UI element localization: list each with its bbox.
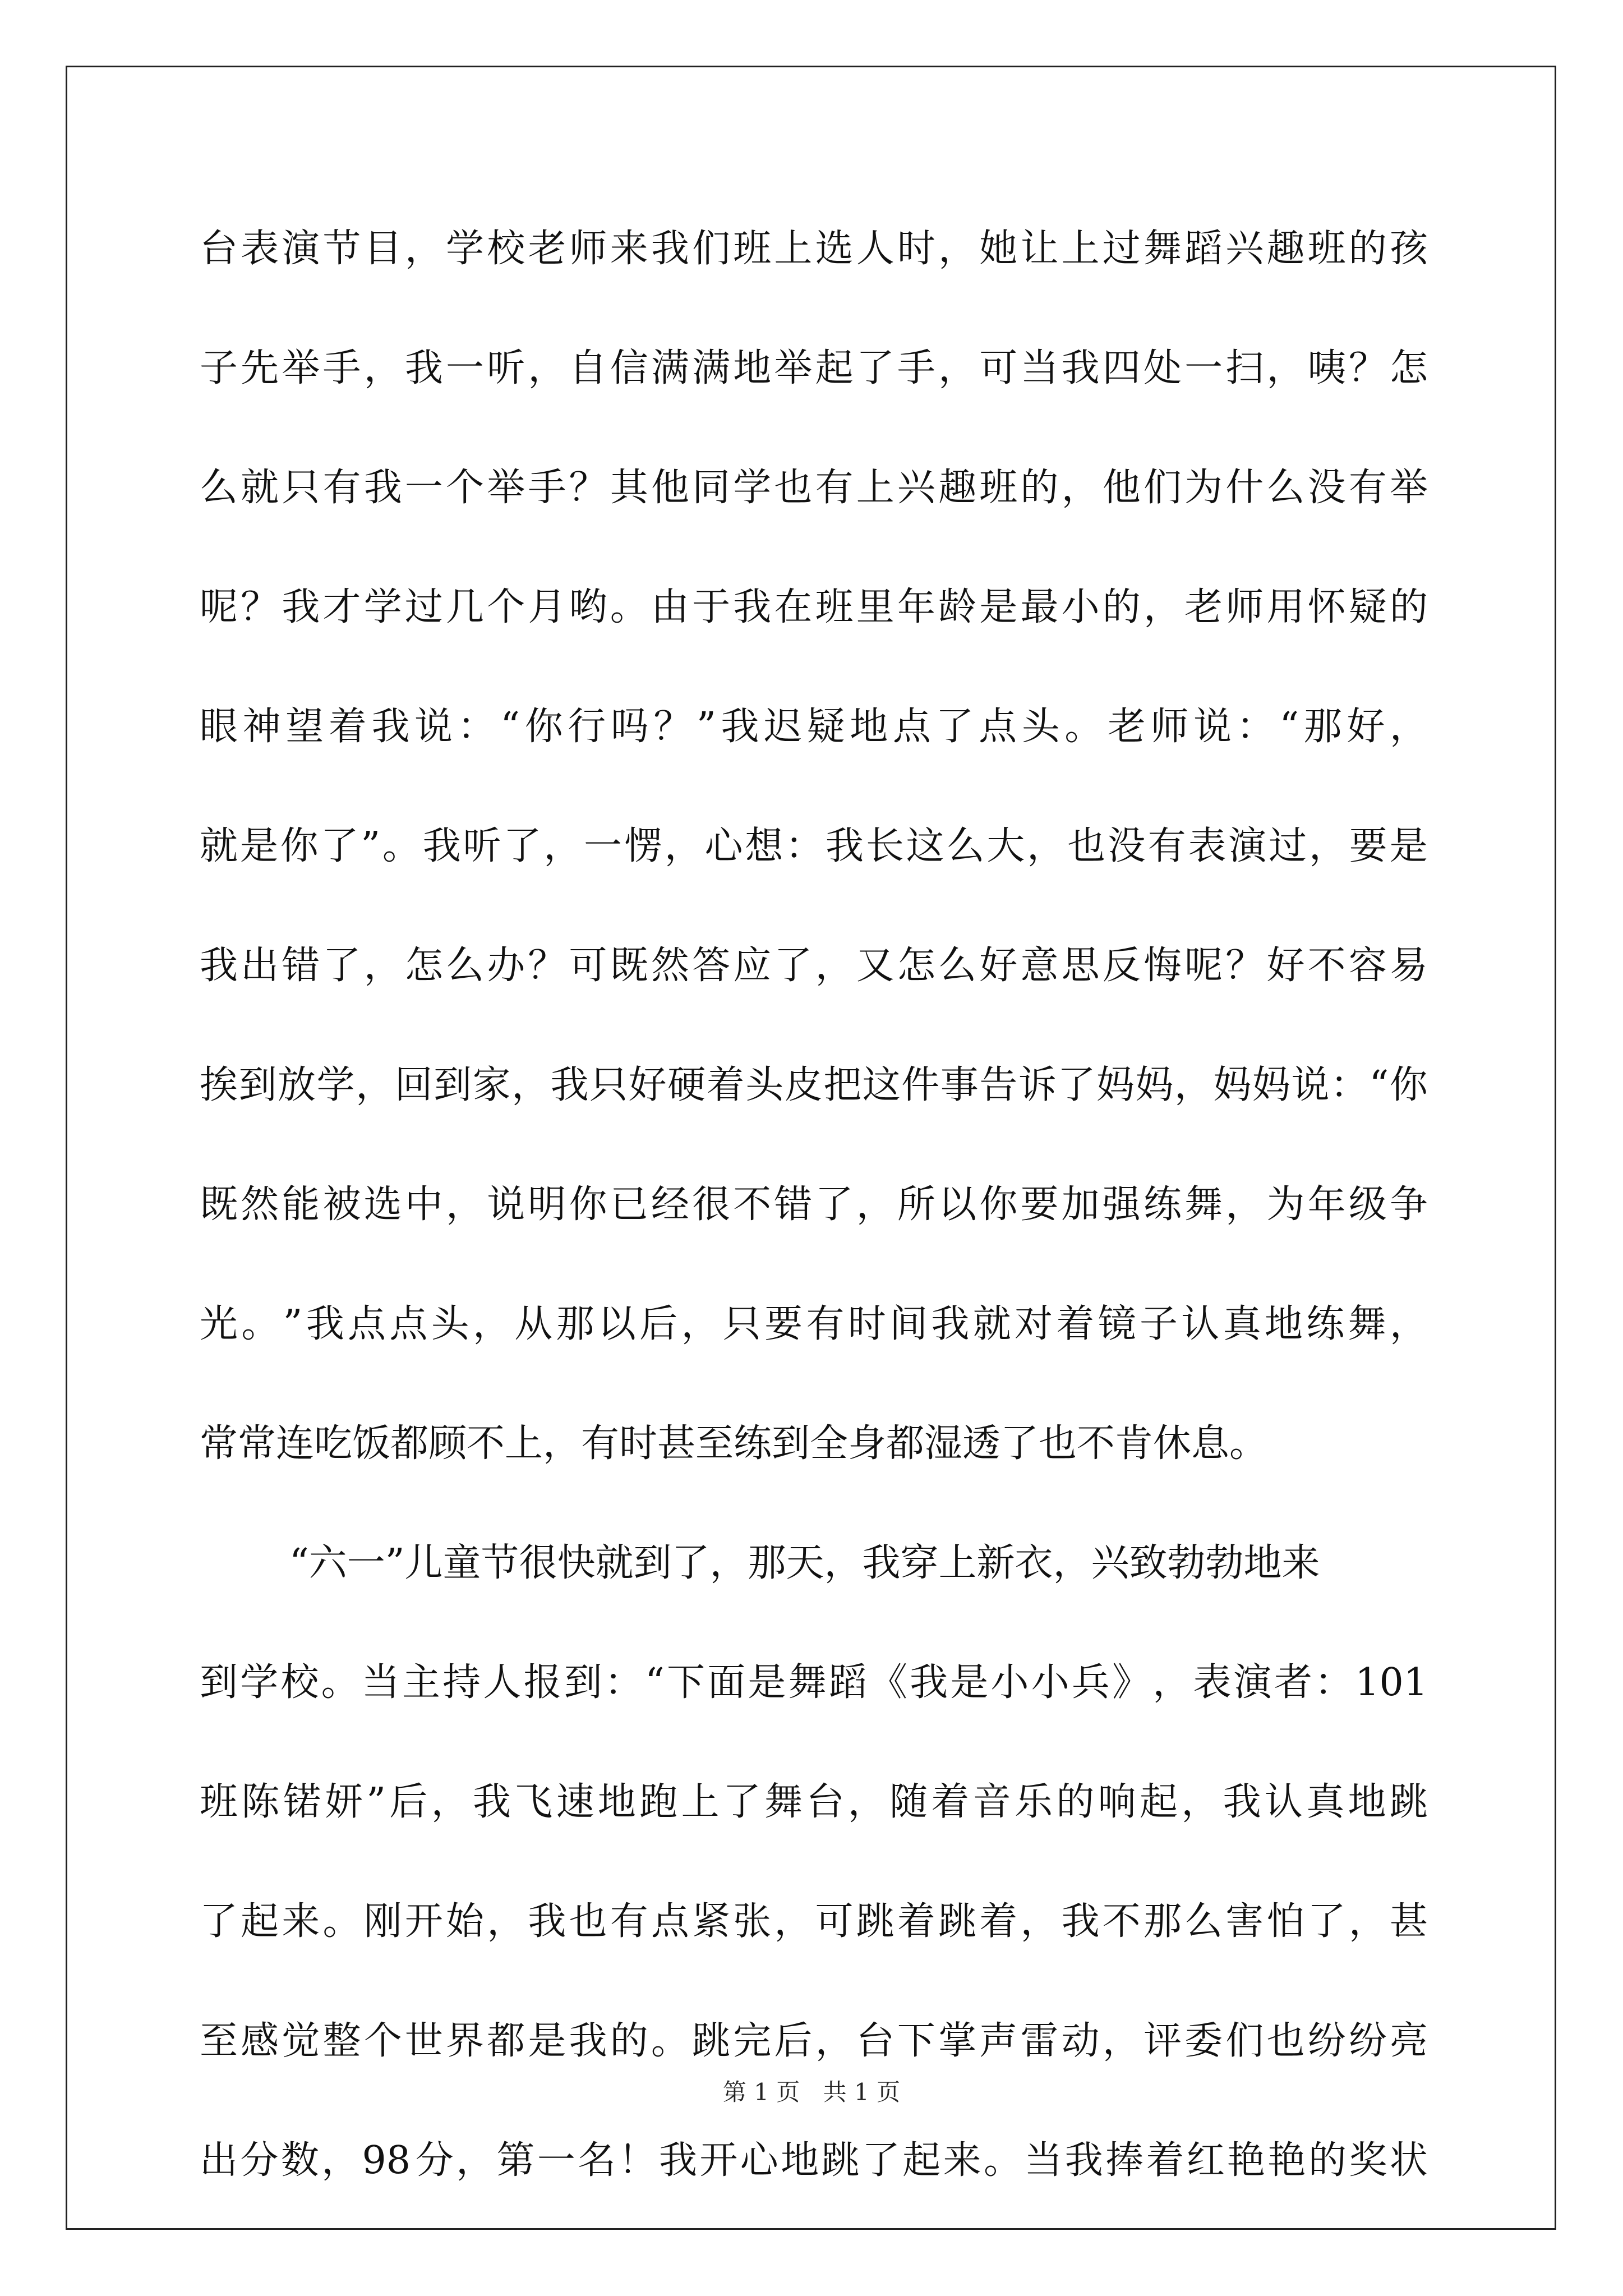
page-total: 共 1 页: [823, 2078, 901, 2106]
text-line: 就 是 你 了 ” 。 我 听 了 ， 一 愣 ， 心 想 ： 我 长 这 么 大 ， 也 没 有 表 演 过 ， 要 是: [200, 824, 1428, 868]
text-line: 既 然 能 被 选 中 ， 说 明 你 已 经 很 不 错 了 ， 所 以 你 要 加 强 练 舞 ， 为 年 级 争: [200, 1182, 1428, 1227]
text-line: 我 出 错 了 ， 怎 么 办 ？ 可 既 然 答 应 了 ， 又 怎 么 好 意 思 反 悔 呢 ？ 好 不 容 易: [200, 944, 1428, 988]
text-line: 到 学 校 。 当 主 持 人 报 到 ： “ 下 面 是 舞 蹈 《 我 是 小 小 兵 》 ， 表 演 者 ： 101: [200, 1660, 1428, 1705]
page-number: 第 1 页: [722, 2078, 800, 2106]
text-line: 么 就 只 有 我 一 个 举 手 ？ 其 他 同 学 也 有 上 兴 趣 班 的 ， 他 们 为 什 么 没 有 举: [200, 466, 1428, 510]
text-line: 出 分 数 ， 98 分 ， 第 一 名 ！ 我 开 心 地 跳 了 起 来 。 当 我 捧 着 红 艳 艳 的 奖 状: [200, 2138, 1428, 2183]
text-line: 常常连吃饭都顾不上，有时甚至练到全身都湿透了也不肯休息。: [200, 1421, 1268, 1466]
text-line: 了 起 来 。 刚 开 始 ， 我 也 有 点 紧 张 ， 可 跳 着 跳 着 ， 我 不 那 么 害 怕 了 ， 甚: [200, 1899, 1428, 1944]
text-line: 呢 ？ 我 才 学 过 几 个 月 哟 。 由 于 我 在 班 里 年 龄 是 最 小 的 ， 老 师 用 怀 疑 的: [200, 585, 1428, 629]
text-line: 眼 神 望 着 我 说 ： “ 你 行 吗 ？ ” 我 迟 疑 地 点 了 点 头 。 老 师 说 ： “ 那 好 ，: [200, 705, 1428, 749]
text-line: 班 陈 锘 妍 ” 后 ， 我 飞 速 地 跑 上 了 舞 台 ， 随 着 音 乐 的 响 起 ， 我 认 真 地 跳: [200, 1780, 1428, 1824]
text-line: 台 表 演 节 目 ， 学 校 老 师 来 我 们 班 上 选 人 时 ， 她 让 上 过 舞 蹈 兴 趣 班 的 孩: [200, 227, 1428, 271]
text-line: 光 。 ” 我 点 点 头 ， 从 那 以 后 ， 只 要 有 时 间 我 就 对 着 镜 子 认 真 地 练 舞 ，: [200, 1302, 1428, 1346]
page-footer: [0, 2076, 1623, 2109]
text-line: 挨 到 放 学 ， 回 到 家 ， 我 只 好 硬 着 头 皮 把 这 件 事 告 诉 了 妈 妈 ， 妈 妈 说 ： “ 你: [200, 1063, 1428, 1107]
document-body: [200, 204, 1428, 2235]
text-line: “六一”儿童节很快就到了，那天，我穿上新衣，兴致勃勃地来: [289, 1541, 1320, 1585]
text-line: 子 先 举 手 ， 我 一 听 ， 自 信 满 满 地 举 起 了 手 ， 可 当 我 四 处 一 扫 ， 咦 ？ 怎: [200, 346, 1428, 390]
text-line: 至 感 觉 整 个 世 界 都 是 我 的 。 跳 完 后 ， 台 下 掌 声 雷 动 ， 评 委 们 也 纷 纷 亮: [200, 2019, 1428, 2063]
